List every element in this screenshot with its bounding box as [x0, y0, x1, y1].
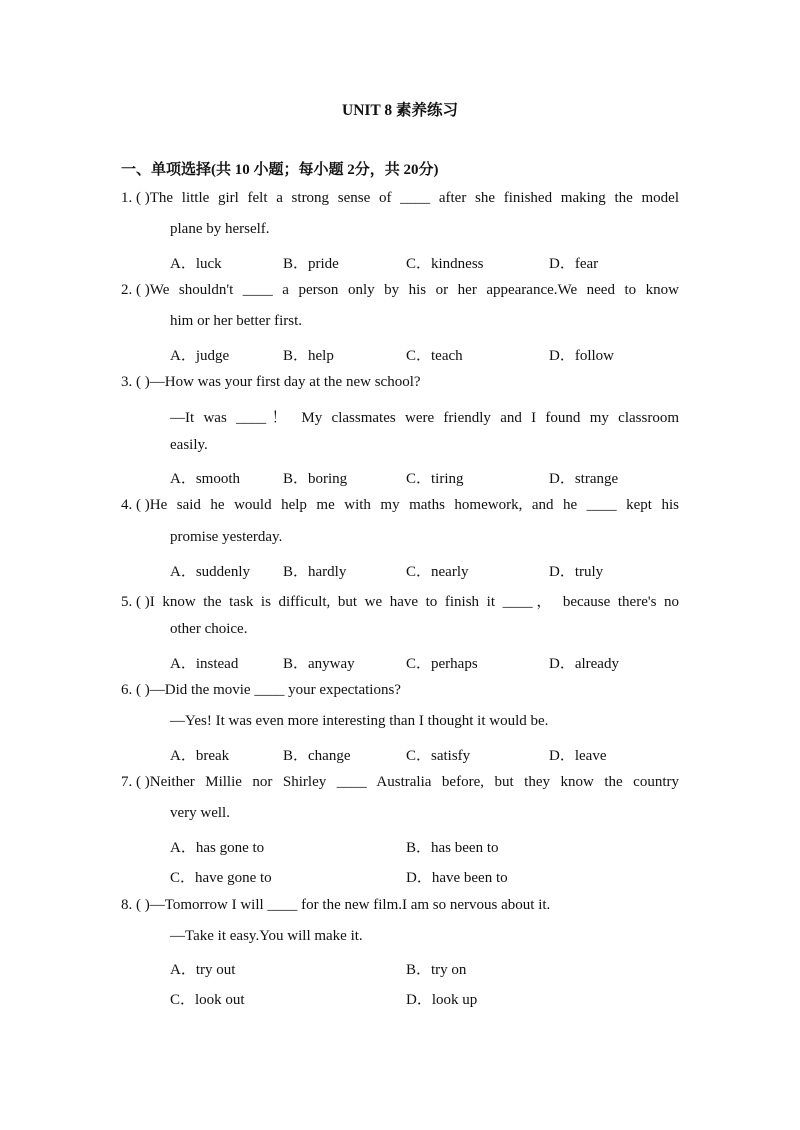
question-text: —Tomorrow I will ____ for the new film.I am so nervous about it.	[149, 897, 551, 913]
option-b: B．pride	[283, 256, 339, 272]
option-b: B．boring	[283, 471, 348, 487]
question-6	[121, 682, 679, 699]
question-7	[121, 774, 679, 791]
question-number: 1. ( )	[121, 190, 150, 206]
question-number: 2. ( )	[121, 282, 150, 298]
option-c: C．satisfy	[406, 748, 471, 764]
question-text-continued: promise yesterday.	[170, 529, 283, 545]
question-number: 6. ( )	[121, 682, 150, 698]
option-b: B．help	[283, 348, 334, 364]
option-a: A．has gone to	[170, 840, 265, 856]
option-a: A．suddenly	[170, 564, 250, 580]
option-d: D．follow	[549, 348, 614, 364]
question-text: —How was your first day at the new school?	[149, 374, 421, 390]
question-text-continued: —Take it easy.You will make it.	[170, 928, 363, 944]
option-a: A．try out	[170, 962, 236, 978]
question-text-continued: very well.	[170, 805, 230, 821]
question-text: —Did the movie ____ your expectations?	[149, 682, 401, 698]
question-1	[121, 190, 679, 207]
option-a: A．instead	[170, 656, 239, 672]
question-text-continued: him or her better first.	[170, 313, 303, 329]
question-text-continued: plane by herself.	[170, 221, 270, 237]
option-a: A．smooth	[170, 471, 241, 487]
question-number: 3. ( )	[121, 374, 150, 390]
option-a: A．break	[170, 748, 230, 764]
option-d: D．have been to	[406, 870, 508, 886]
question-number: 8. ( )	[121, 897, 150, 913]
option-d: D．fear	[549, 256, 599, 272]
question-text-continued: —It was ____！ My classmates were friendly and I found my classroom	[170, 410, 679, 426]
option-b: B．hardly	[283, 564, 347, 580]
question-number: 5. ( )	[121, 594, 150, 610]
question-number: 4. ( )	[121, 497, 150, 513]
page-title: UNIT 8 素养练习	[342, 102, 458, 119]
option-c: C．teach	[406, 348, 463, 364]
option-d: D．truly	[549, 564, 604, 580]
question-text-continued: easily.	[170, 437, 208, 453]
question-text: We shouldn't ____ a person only by his or her appearance.We need to know	[149, 282, 679, 298]
question-5	[121, 590, 679, 611]
question-8	[121, 897, 679, 914]
option-c: C．have gone to	[170, 870, 272, 886]
option-d: D．look up	[406, 992, 478, 1008]
section-heading: 一、单项选择(共 10 小题；每小题 2分，共 20分)	[121, 162, 439, 178]
question-text: I know the task is difficult, but we have to finish it ____， because there's no	[149, 594, 679, 610]
option-c: C．look out	[170, 992, 245, 1008]
question-number: 7. ( )	[121, 774, 150, 790]
option-d: D．already	[549, 656, 619, 672]
question-text: He said he would help me with my maths homework, and he ____ kept his	[149, 497, 679, 513]
option-b: B．change	[283, 748, 351, 764]
option-c: C．nearly	[406, 564, 469, 580]
question-3	[121, 374, 679, 391]
question-text-continued: other choice.	[170, 621, 248, 637]
option-b: B．try on	[406, 962, 467, 978]
option-b: B．has been to	[406, 840, 499, 856]
question-text: The little girl felt a strong sense of ____ after she finished making the model	[149, 190, 679, 206]
option-d: D．leave	[549, 748, 607, 764]
option-c: C．perhaps	[406, 656, 478, 672]
option-c: C．tiring	[406, 471, 464, 487]
option-a: A．luck	[170, 256, 222, 272]
question-text: Neither Millie nor Shirley ____ Australia before, but they know the country	[149, 774, 679, 790]
option-a: A．judge	[170, 348, 230, 364]
option-c: C．kindness	[406, 256, 484, 272]
question-text-continued: —Yes! It was even more interesting than I thought it would be.	[170, 713, 549, 729]
question-4	[121, 497, 679, 514]
question-2	[121, 282, 679, 299]
option-d: D．strange	[549, 471, 619, 487]
option-b: B．anyway	[283, 656, 355, 672]
